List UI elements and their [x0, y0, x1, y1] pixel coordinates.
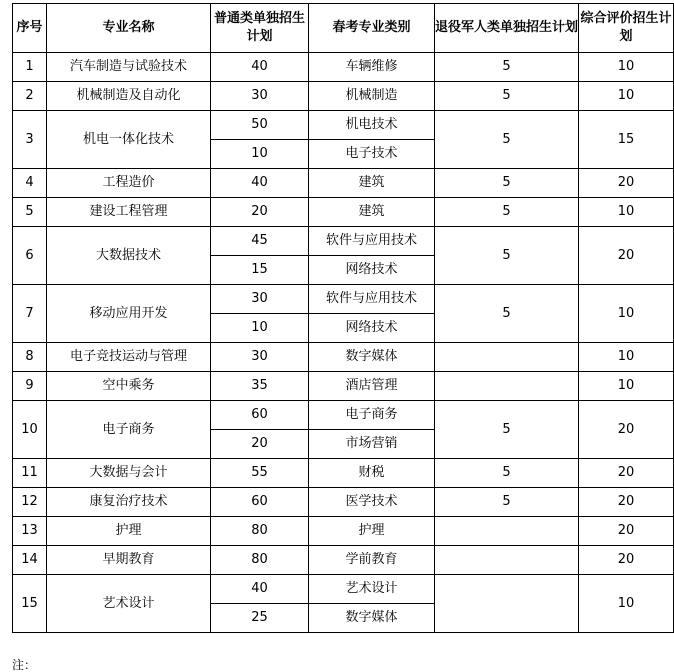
cell-general-plan: 80: [211, 546, 309, 575]
cell-veteran-plan: [435, 546, 579, 575]
header-evaluation-plan: 综合评价招生计划: [579, 4, 674, 53]
cell-general-plan: 30: [211, 343, 309, 372]
cell-spring-category: 艺术设计: [309, 575, 435, 604]
cell-spring-category: 网络技术: [309, 256, 435, 285]
table-row: [13, 169, 674, 198]
cell-evaluation-plan: 10: [579, 285, 674, 343]
cell-spring-category: 电子商务: [309, 401, 435, 430]
cell-general-plan: 40: [211, 53, 309, 82]
cell-spring-category: 网络技术: [309, 314, 435, 343]
cell-veteran-plan: 5: [435, 488, 579, 517]
cell-major-name: 早期教育: [47, 546, 211, 575]
cell-general-plan: 15: [211, 256, 309, 285]
table-row: [13, 227, 674, 256]
table-row: [13, 575, 674, 604]
cell-veteran-plan: 5: [435, 198, 579, 227]
table-row: [13, 401, 674, 430]
cell-no: 10: [13, 401, 47, 459]
cell-evaluation-plan: 20: [579, 227, 674, 285]
cell-evaluation-plan: 10: [579, 343, 674, 372]
cell-spring-category: 数字媒体: [309, 604, 435, 633]
cell-veteran-plan: 5: [435, 459, 579, 488]
cell-spring-category: 软件与应用技术: [309, 285, 435, 314]
cell-general-plan: 20: [211, 430, 309, 459]
table-row: [13, 111, 674, 140]
cell-spring-category: 机械制造: [309, 82, 435, 111]
cell-major-name: 艺术设计: [47, 575, 211, 633]
cell-no: 5: [13, 198, 47, 227]
cell-no: 3: [13, 111, 47, 169]
footnote: 注：: [12, 658, 37, 672]
header-general-plan: 普通类单独招生计划: [211, 4, 309, 53]
cell-spring-category: 机电技术: [309, 111, 435, 140]
table-row: [13, 488, 674, 517]
cell-veteran-plan: 5: [435, 53, 579, 82]
table-row: [13, 343, 674, 372]
cell-evaluation-plan: 20: [579, 459, 674, 488]
cell-veteran-plan: 5: [435, 227, 579, 285]
table-body: [13, 53, 674, 633]
cell-major-name: 空中乘务: [47, 372, 211, 401]
cell-spring-category: 学前教育: [309, 546, 435, 575]
cell-veteran-plan: [435, 372, 579, 401]
cell-spring-category: 酒店管理: [309, 372, 435, 401]
cell-veteran-plan: 5: [435, 401, 579, 459]
cell-no: 14: [13, 546, 47, 575]
table-row: [13, 517, 674, 546]
table-row: [13, 198, 674, 227]
cell-evaluation-plan: 20: [579, 488, 674, 517]
header-row: [13, 4, 674, 53]
cell-major-name: 大数据与会计: [47, 459, 211, 488]
cell-no: 9: [13, 372, 47, 401]
cell-no: 4: [13, 169, 47, 198]
cell-evaluation-plan: 20: [579, 401, 674, 459]
cell-evaluation-plan: 10: [579, 198, 674, 227]
table-row: [13, 53, 674, 82]
cell-veteran-plan: 5: [435, 111, 579, 169]
cell-spring-category: 软件与应用技术: [309, 227, 435, 256]
cell-no: 11: [13, 459, 47, 488]
cell-general-plan: 35: [211, 372, 309, 401]
cell-veteran-plan: [435, 575, 579, 633]
cell-evaluation-plan: 10: [579, 53, 674, 82]
cell-major-name: 移动应用开发: [47, 285, 211, 343]
table-row: [13, 285, 674, 314]
cell-general-plan: 45: [211, 227, 309, 256]
cell-spring-category: 护理: [309, 517, 435, 546]
cell-no: 8: [13, 343, 47, 372]
cell-no: 12: [13, 488, 47, 517]
cell-major-name: 机械制造及自动化: [47, 82, 211, 111]
cell-general-plan: 40: [211, 575, 309, 604]
cell-general-plan: 30: [211, 82, 309, 111]
table-row: [13, 546, 674, 575]
cell-evaluation-plan: 20: [579, 546, 674, 575]
cell-spring-category: 财税: [309, 459, 435, 488]
cell-veteran-plan: [435, 343, 579, 372]
table-row: [13, 372, 674, 401]
cell-spring-category: 电子技术: [309, 140, 435, 169]
cell-major-name: 康复治疗技术: [47, 488, 211, 517]
header-no: 序号: [13, 4, 47, 53]
cell-evaluation-plan: 20: [579, 169, 674, 198]
cell-general-plan: 25: [211, 604, 309, 633]
cell-no: 6: [13, 227, 47, 285]
cell-evaluation-plan: 10: [579, 372, 674, 401]
cell-evaluation-plan: 15: [579, 111, 674, 169]
cell-evaluation-plan: 20: [579, 517, 674, 546]
header-veteran-plan: 退役军人类单独招生计划: [435, 4, 579, 53]
header-spring-category: 春考专业类别: [309, 4, 435, 53]
cell-major-name: 护理: [47, 517, 211, 546]
table-row: [13, 82, 674, 111]
cell-no: 1: [13, 53, 47, 82]
cell-spring-category: 医学技术: [309, 488, 435, 517]
cell-general-plan: 10: [211, 314, 309, 343]
cell-spring-category: 建筑: [309, 169, 435, 198]
cell-general-plan: 55: [211, 459, 309, 488]
cell-spring-category: 车辆维修: [309, 53, 435, 82]
cell-spring-category: 建筑: [309, 198, 435, 227]
cell-no: 15: [13, 575, 47, 633]
cell-major-name: 电子竞技运动与管理: [47, 343, 211, 372]
cell-evaluation-plan: 10: [579, 575, 674, 633]
cell-general-plan: 40: [211, 169, 309, 198]
cell-major-name: 建设工程管理: [47, 198, 211, 227]
table-row: [13, 459, 674, 488]
cell-general-plan: 60: [211, 401, 309, 430]
cell-no: 13: [13, 517, 47, 546]
enrollment-plan-table: [12, 3, 674, 633]
header-major-name: 专业名称: [47, 4, 211, 53]
cell-general-plan: 10: [211, 140, 309, 169]
cell-general-plan: 50: [211, 111, 309, 140]
cell-major-name: 机电一体化技术: [47, 111, 211, 169]
cell-veteran-plan: 5: [435, 285, 579, 343]
cell-veteran-plan: [435, 517, 579, 546]
cell-major-name: 工程造价: [47, 169, 211, 198]
cell-general-plan: 60: [211, 488, 309, 517]
cell-spring-category: 市场营销: [309, 430, 435, 459]
cell-spring-category: 数字媒体: [309, 343, 435, 372]
cell-major-name: 汽车制造与试验技术: [47, 53, 211, 82]
cell-general-plan: 20: [211, 198, 309, 227]
cell-major-name: 大数据技术: [47, 227, 211, 285]
cell-veteran-plan: 5: [435, 169, 579, 198]
cell-major-name: 电子商务: [47, 401, 211, 459]
cell-no: 2: [13, 82, 47, 111]
cell-no: 7: [13, 285, 47, 343]
cell-evaluation-plan: 10: [579, 82, 674, 111]
cell-general-plan: 30: [211, 285, 309, 314]
cell-veteran-plan: 5: [435, 82, 579, 111]
cell-general-plan: 80: [211, 517, 309, 546]
